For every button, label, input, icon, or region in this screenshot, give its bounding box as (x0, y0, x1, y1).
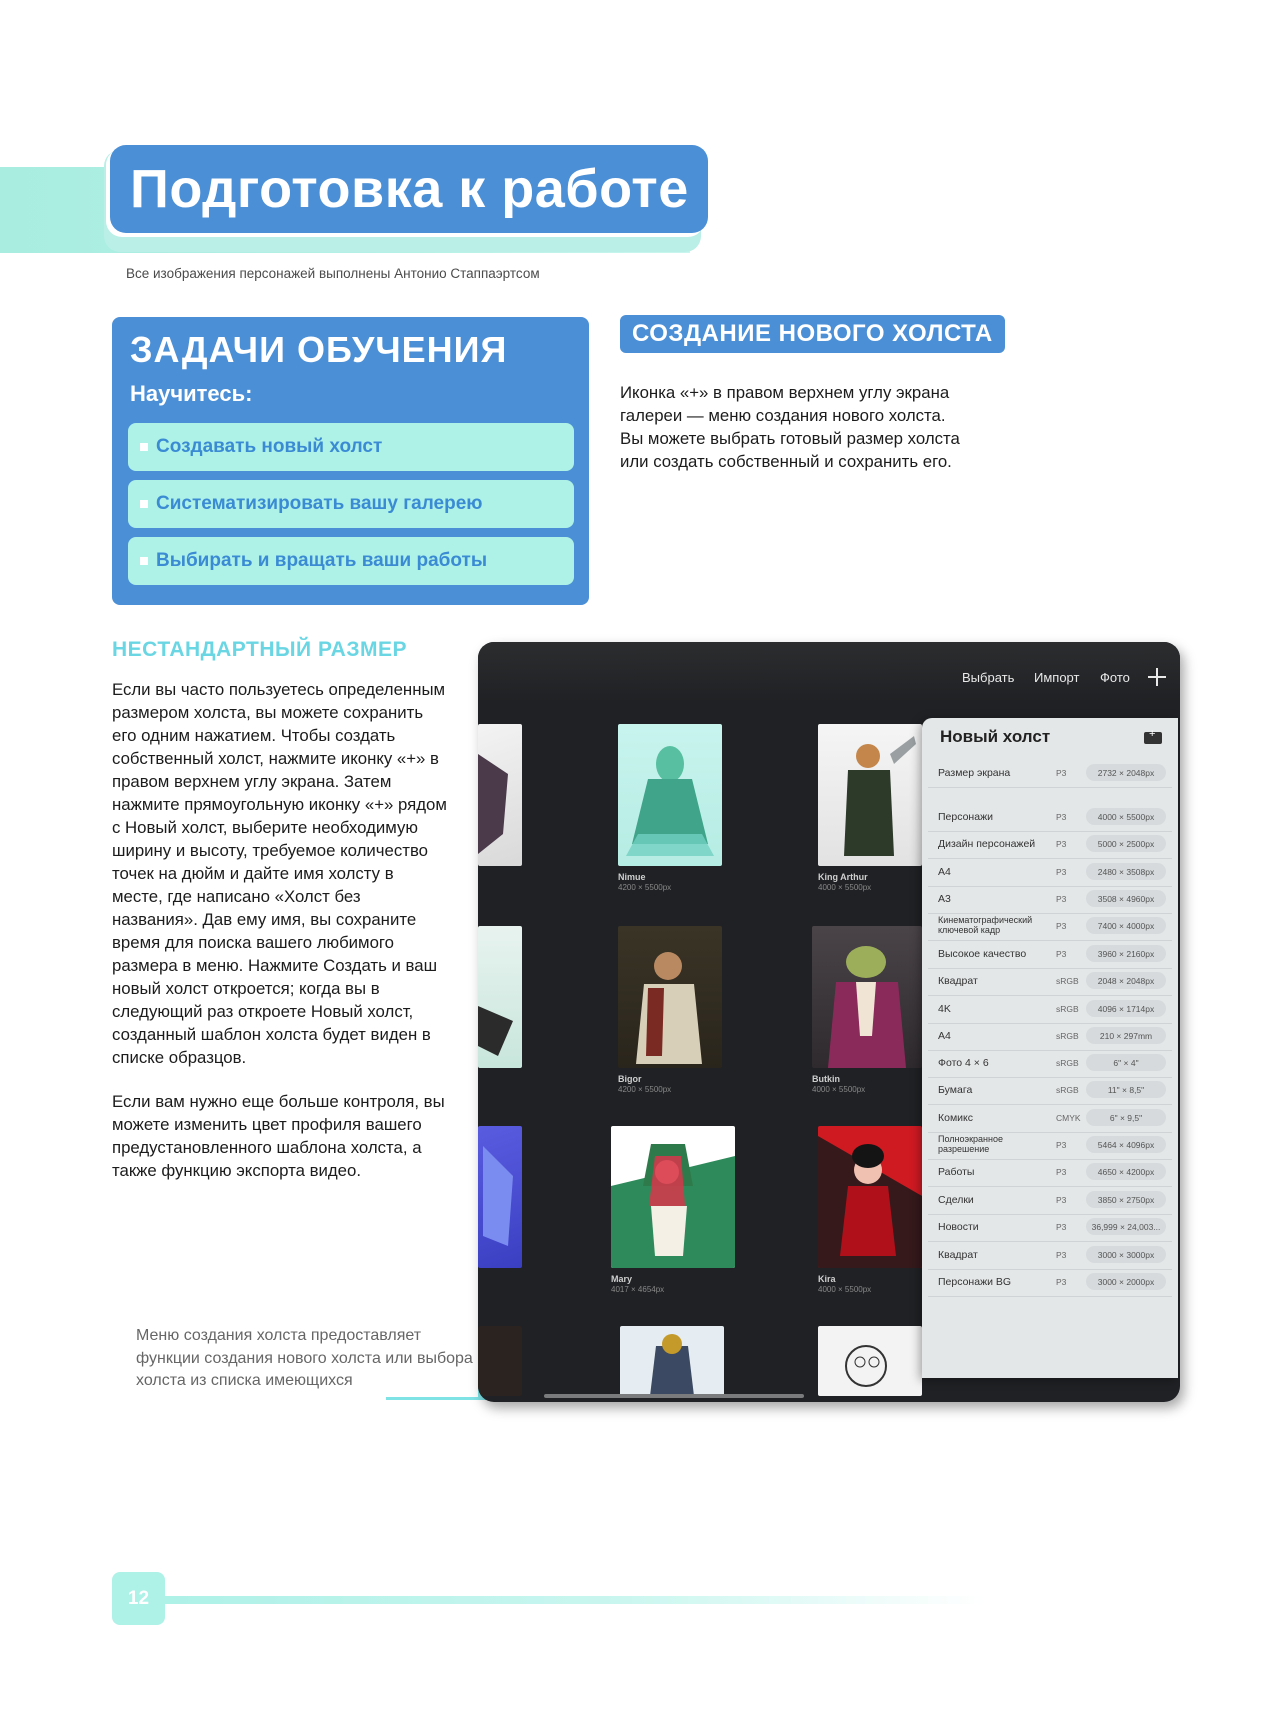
canvas-preset-row[interactable] (928, 1077, 1172, 1105)
preset-name: Фото 4 × 6 (938, 1057, 989, 1069)
canvas-preset-row[interactable] (928, 1187, 1172, 1215)
new-canvas-text-block (620, 381, 960, 473)
preset-dimensions: 36,999 × 24,003... (1086, 1218, 1166, 1235)
canvas-preset-row[interactable] (928, 1269, 1172, 1297)
preset-color-profile: CMYK (1056, 1113, 1081, 1123)
preset-color-profile: P3 (1056, 921, 1067, 931)
preset-dimensions: 210 × 297mm (1086, 1027, 1166, 1044)
preset-dimensions: 6" × 4" (1086, 1054, 1166, 1071)
bullet-icon (140, 500, 148, 508)
preset-dimensions: 5464 × 4096px (1086, 1136, 1166, 1153)
image-credit: Все изображения персонажей выполнены Антонио Стаппаэртсом (126, 266, 540, 281)
preset-color-profile: P3 (1056, 1167, 1067, 1177)
artwork-thumbnail[interactable] (812, 926, 922, 1068)
preset-color-profile: P3 (1056, 812, 1067, 822)
plus-icon[interactable] (1146, 666, 1168, 688)
artwork-thumbnail[interactable] (478, 724, 522, 866)
preset-color-profile: P3 (1056, 894, 1067, 904)
thumbnail-title: Bigor (618, 1074, 642, 1084)
preset-name: Бумага (938, 1084, 973, 1096)
artwork-thumbnail[interactable] (818, 1326, 922, 1396)
preset-color-profile: P3 (1056, 1195, 1067, 1205)
canvas-preset-row[interactable] (928, 1214, 1172, 1242)
canvas-preset-row[interactable] (928, 1242, 1172, 1270)
preset-name: Сделки (938, 1194, 974, 1206)
learning-objectives-box (112, 317, 589, 605)
artwork-thumbnail[interactable] (818, 1126, 922, 1268)
preset-color-profile: sRGB (1056, 1004, 1079, 1014)
preset-name: 4K (938, 1003, 951, 1015)
preset-name: A3 (938, 893, 951, 905)
canvas-preset-row[interactable] (928, 1132, 1172, 1160)
preset-dimensions: 2480 × 3508px (1086, 863, 1166, 880)
preset-name: Работы (938, 1166, 975, 1178)
custom-size-text-block (112, 678, 449, 1203)
preset-name: Комикс (938, 1112, 974, 1124)
custom-size-paragraph-1: Если вы часто пользуетесь определенным размером холста, вы можете сохранить его одним нажатием. Чтобы создать собственный холст, нажмите иконку «+» в правом верхнем углу экрана. Затем нажмите прямоугольную иконку «+» рядом с Новый холст, выберите необходимую ширину и высоту, требуемое количество точек на дюйм и дайте имя холсту в месте, где написано «Холст без названия». Дав ему имя, вы сохраните время для поиска вашего любимого размера в меню. Нажмите Создать и ваш новый холст откроется; когда вы в следующий раз откроете Новый холст, созданный шаблон холста будет виден в списке образцов. (112, 680, 447, 1067)
thumbnail-size: 4000 × 5500px (818, 1285, 872, 1294)
preset-dimensions: 3000 × 3000px (1086, 1246, 1166, 1263)
thumbnail-title: Mary (611, 1274, 633, 1284)
thumbnail-title: Kira (818, 1274, 836, 1284)
preset-color-profile: sRGB (1056, 1085, 1079, 1095)
preset-name: A4 (938, 1030, 951, 1042)
objective-item (128, 423, 574, 471)
preset-dimensions: 3000 × 2000px (1086, 1273, 1166, 1290)
thumbnail-size: 4000 × 5500px (812, 1085, 866, 1094)
canvas-preset-row[interactable] (928, 831, 1172, 859)
preset-name: Полноэкранное разрешение (938, 1134, 1003, 1154)
custom-size-heading: НЕСТАНДАРТНЫЙ РАЗМЕР (112, 638, 407, 661)
gallery-screenshot (478, 642, 1180, 1402)
preset-dimensions: 11" × 8,5" (1086, 1081, 1166, 1098)
objective-label: Систематизировать вашу галерею (156, 493, 483, 514)
new-canvas-popover (922, 718, 1178, 1378)
canvas-preset-row[interactable] (928, 941, 1172, 969)
preset-name: Дизайн персонажей (938, 838, 1036, 850)
preset-name: Персонажи BG (938, 1276, 1012, 1288)
artwork-thumbnail[interactable] (618, 724, 722, 866)
canvas-preset-row[interactable] (928, 968, 1172, 996)
canvas-preset-row[interactable] (928, 859, 1172, 887)
objective-item (128, 537, 574, 585)
preset-name: Кинематографический ключевой кадр (938, 915, 1033, 935)
select-button[interactable]: Выбрать (962, 670, 1015, 685)
preset-name: Высокое качество (938, 948, 1027, 960)
preset-name: Персонажи (938, 811, 993, 823)
objective-item (128, 480, 574, 528)
preset-dimensions: 4096 × 1714px (1086, 1000, 1166, 1017)
screenshot-caption: Меню создания холста предоставляет функции создания нового холста или выбора холста из списка имеющихся (136, 1327, 473, 1389)
popover-title: Новый холст (940, 727, 1051, 746)
add-custom-canvas-icon[interactable] (1144, 732, 1162, 744)
canvas-preset-row[interactable] (928, 913, 1172, 941)
preset-color-profile: P3 (1056, 1250, 1067, 1260)
preset-color-profile: P3 (1056, 867, 1067, 877)
preset-dimensions: 3960 × 2160px (1086, 945, 1166, 962)
thumbnail-size: 4200 × 5500px (618, 1085, 672, 1094)
canvas-preset-row[interactable] (928, 1023, 1172, 1051)
canvas-preset-row[interactable] (928, 760, 1172, 788)
preset-color-profile: sRGB (1056, 1031, 1079, 1041)
preset-color-profile: sRGB (1056, 976, 1079, 986)
bullet-icon (140, 443, 148, 451)
preset-color-profile: P3 (1056, 949, 1067, 959)
thumbnail-title: Butkin (812, 1074, 840, 1084)
canvas-preset-row[interactable] (928, 1050, 1172, 1078)
preset-color-profile: P3 (1056, 1222, 1067, 1232)
preset-dimensions: 3508 × 4960px (1086, 890, 1166, 907)
preset-name: Новости (938, 1221, 979, 1233)
preset-dimensions: 4650 × 4200px (1086, 1163, 1166, 1180)
artwork-thumbnail[interactable] (611, 1126, 735, 1268)
new-canvas-paragraph: Иконка «+» в правом верхнем углу экрана галереи — меню создания нового холста. Вы можете выбрать готовый размер холста или создать собственный и сохранить его. (620, 383, 960, 471)
preset-name: A4 (938, 866, 951, 878)
artwork-thumbnail[interactable] (818, 724, 922, 866)
objectives-subtitle: Научитесь: (130, 381, 253, 406)
preset-color-profile: P3 (1056, 1277, 1067, 1287)
page-title: Подготовка к работе (130, 159, 689, 219)
import-button[interactable]: Импорт (1034, 670, 1080, 685)
preset-dimensions: 5000 × 2500px (1086, 835, 1166, 852)
preset-color-profile: P3 (1056, 768, 1067, 778)
bullet-icon (140, 557, 148, 565)
photo-button[interactable]: Фото (1100, 670, 1130, 685)
artwork-thumbnail[interactable] (478, 1326, 522, 1396)
preset-dimensions: 2048 × 2048px (1086, 972, 1166, 989)
page-number: 12 (112, 1572, 165, 1625)
canvas-preset-row[interactable] (928, 886, 1172, 914)
thumbnail-title: King Arthur (818, 872, 868, 882)
preset-dimensions: 4000 × 5500px (1086, 808, 1166, 825)
preset-dimensions: 7400 × 4000px (1086, 917, 1166, 934)
new-canvas-heading-tag (620, 315, 1005, 353)
preset-dimensions: 2732 × 2048px (1086, 764, 1166, 781)
artwork-thumbnail[interactable] (618, 926, 722, 1068)
canvas-preset-row[interactable] (928, 804, 1172, 832)
title-banner (110, 145, 708, 233)
preset-dimensions: 3850 × 2750px (1086, 1191, 1166, 1208)
objectives-title: ЗАДАЧИ ОБУЧЕНИЯ (130, 329, 508, 370)
preset-color-profile: sRGB (1056, 1058, 1079, 1068)
thumbnail-size: 4200 × 5500px (618, 883, 672, 892)
artwork-thumbnail[interactable] (478, 926, 522, 1068)
home-indicator (544, 1394, 804, 1398)
preset-dimensions: 6" × 9,5" (1086, 1109, 1166, 1126)
thumbnail-size: 4000 × 5500px (818, 883, 872, 892)
preset-name: Квадрат (938, 1249, 978, 1261)
canvas-preset-row[interactable] (928, 996, 1172, 1024)
preset-color-profile: P3 (1056, 839, 1067, 849)
new-canvas-heading: СОЗДАНИЕ НОВОГО ХОЛСТА (632, 320, 993, 347)
footer-line (165, 1596, 985, 1604)
custom-size-paragraph-2: Если вам нужно еще больше контроля, вы можете изменить цвет профиля вашего предустановленного шаблона холста, а также функцию экспорта видео. (112, 1092, 445, 1180)
preset-name: Размер экрана (938, 767, 1011, 779)
caption-pointer-line (386, 1397, 478, 1400)
objective-label: Создавать новый холст (156, 436, 383, 457)
preset-color-profile: P3 (1056, 1140, 1067, 1150)
thumbnail-size: 4017 × 4654px (611, 1285, 665, 1294)
artwork-thumbnail[interactable] (620, 1326, 724, 1396)
canvas-preset-row[interactable] (928, 1105, 1172, 1133)
objective-label: Выбирать и вращать ваши работы (156, 550, 488, 571)
artwork-thumbnail[interactable] (478, 1126, 522, 1268)
canvas-preset-row[interactable] (928, 1159, 1172, 1187)
preset-name: Квадрат (938, 975, 978, 987)
thumbnail-title: Nimue (618, 872, 646, 882)
